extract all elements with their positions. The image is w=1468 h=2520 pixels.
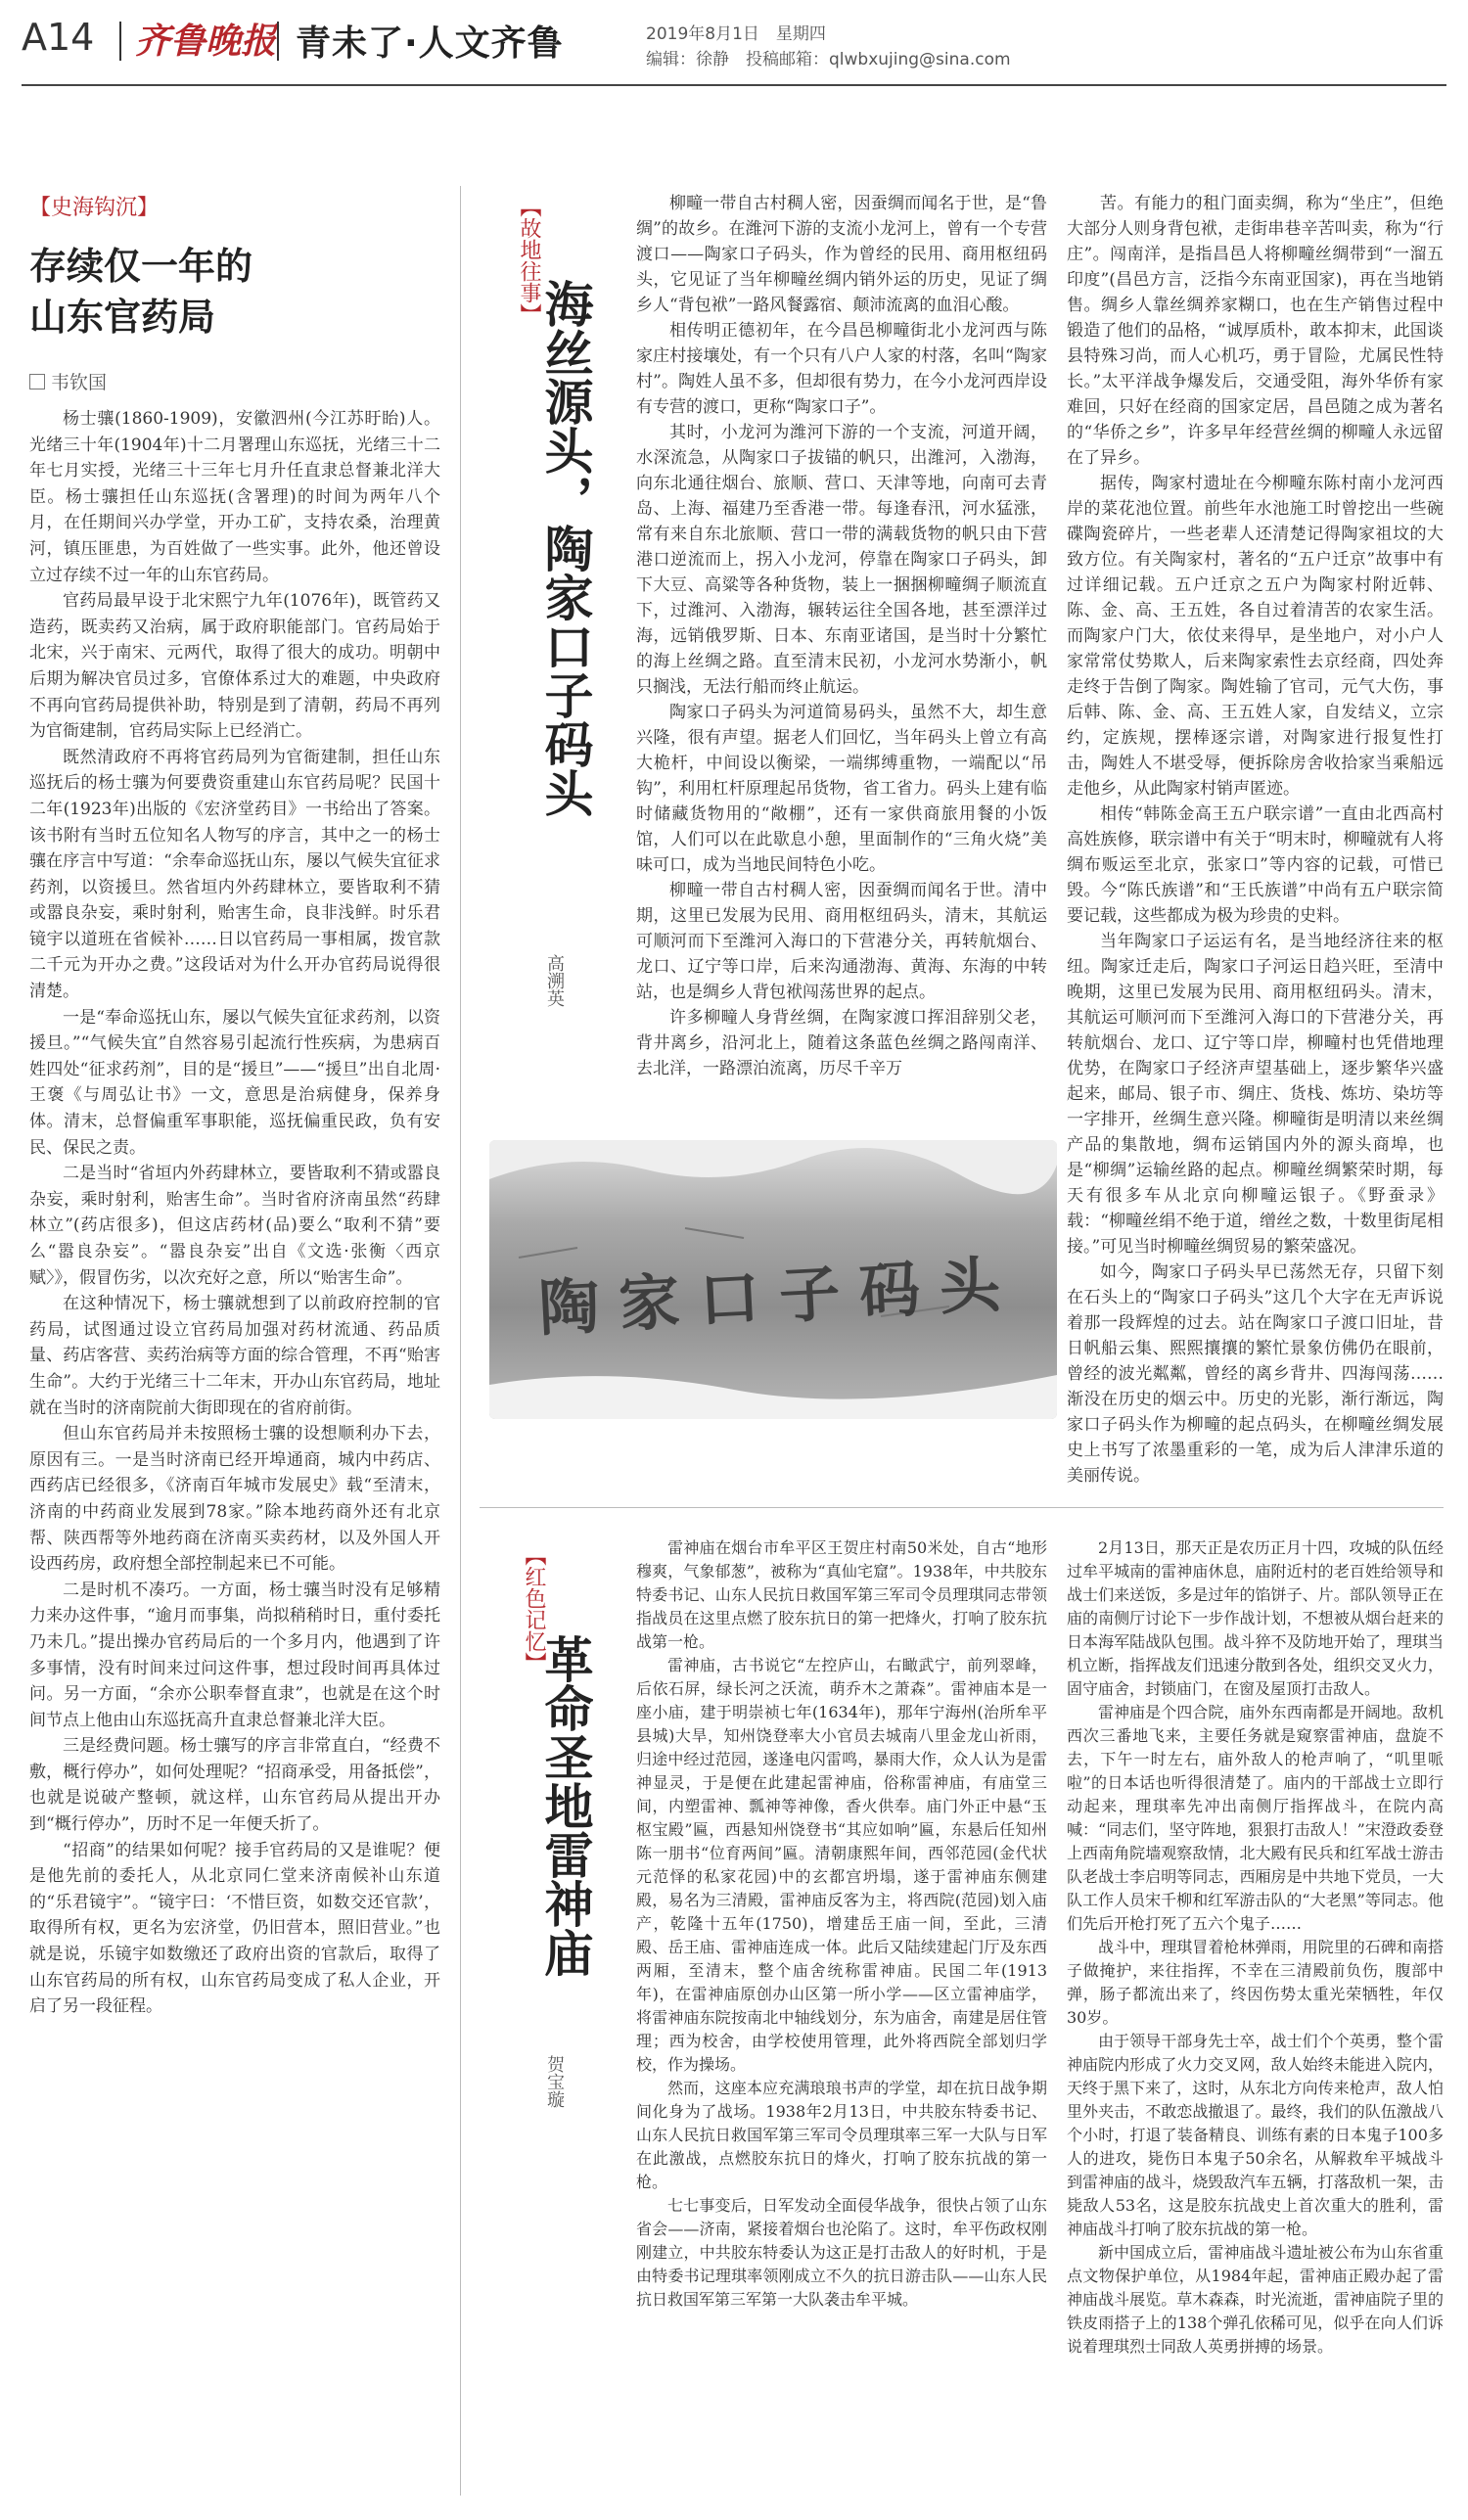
paragraph: 相传明正德初年，在今昌邑柳疃街北小龙河西与陈家庄村接壤处，有一个只有八户人家的村落，名叫“陶家村”。陶姓人虽不多，但却很有势力，在今小龙河西岸设有专营的渡口，更称“陶家口子”。 bbox=[636, 321, 1047, 417]
paragraph: 据传，陶家村遗址在今柳疃东陈村南小龙河西岸的菜花池位置。前些年水池施工时曾挖出一些碗碟陶瓷碎片，一些老辈人还清楚记得陶家祖坟的大致方位。有关陶家村，著名的“五户迁京”故事中有过详细记载。五户迁京之五户为陶家村附近韩、陈、金、高、王五姓，各自过着清苦的农家生活。而陶家户门大，依仗来得早，是坐地户，对小户人家常常仗势欺人，后来陶家索性去京经商，四处奔走终于告倒了陶家。陶姓输了官司，元气大伤，事后韩、陈、金、高、王五姓人家，自发结义，立宗约，定族规，摆棒逐宗谱，对陶家进行报复性打击，陶姓人不堪受辱，便拆除房舍收拾家当乘船远走他乡，从此陶家村销声匿迹。 bbox=[1067, 474, 1444, 799]
photo-inscription: 陶家口子码头 bbox=[536, 1248, 1022, 1345]
article-body-col2 bbox=[1067, 1536, 1444, 2359]
paragraph: “招商”的结果如何呢？接手官药局的又是谁呢？便是他先前的委托人，从北京同仁堂来济南候补山东道的“乐君镜宇”。“镜宇曰：‘不惜巨资，如数交还官款’，取得所有权，更名为宏济堂，仍旧营本，照旧营业。”也就是说，乐镜宇如数缴还了政府出资的官款后，取得了山东官药局的所有权，山东官药局变成了私人企业，开启了另一段征程。 bbox=[29, 1840, 440, 2017]
article-official-pharmacy bbox=[29, 191, 440, 2510]
paragraph: 七七事变后，日军发动全面侵华战争，很快占领了山东省会——济南，紧接着烟台也沦陷了。这时，牟平伤政权刚刚建立，中共胶东特委认为这正是打击敌人的好时机，于是由特委书记理琪率领刚成立不久的抗日游击队——山东人民抗日救国军第三军第一大队袭击牟平城。 bbox=[636, 2196, 1047, 2309]
article-author: 高溯英 bbox=[544, 954, 565, 1007]
paragraph: 陶家口子码头为河道简易码头，虽然不大，却生意兴隆，很有声望。据老人们回忆，当年码头上曾立有高大桅杆，中间设以衡梁，一端绑缚重物，一端配以“吊钩”，利用杠杆原理起吊货物，省工省力。码头上建有临时储藏货物用的“敞棚”，还有一家供商旅用餐的小饭馆，人们可以在此歇息小憩，里面制作的“三角火烧”美味可口，成为当地民间特色小吃。 bbox=[636, 703, 1047, 875]
paragraph: 2月13日，那天正是农历正月十四，攻城的队伍经过牟平城南的雷神庙休息，庙附近村的老百姓给领导和战士们来送饭，多是过年的馅饼子、片。部队领导正在庙的南侧厅讨论下一步作战计划，不想被从烟台赶来的日本海军陆战队包围。战斗猝不及防地开始了，理琪当机立断，指挥战友们迅速分散到各处，组织交叉火力，固守庙舍，封锁庙门，在窗及屋顶打击敌人。 bbox=[1067, 1538, 1444, 1698]
article-body bbox=[29, 406, 440, 2020]
paragraph: 然而，这座本应充满琅琅书声的学堂，却在抗日战争期间化身为了战场。1938年2月13日，中共胶东特委书记、山东人民抗日救国军第三军司令员理琪率三军一大队与日军在此激战，点燃胶东抗日的烽火，打响了胶东抗战的第一枪。 bbox=[636, 2079, 1047, 2191]
article-author: 贺宝璇 bbox=[544, 2055, 565, 2108]
masthead-divider bbox=[277, 22, 279, 61]
paragraph: 二是时机不凑巧。一方面，杨士骧当时没有足够精力来办这件事，“逾月而事集，尚拟稍稍时日，重付委托乃未几。”提出操办官药局后的一个多月内，他遇到了许多事情，没有时间来过问这件事，想过段时间再具体过问。另一方面，“余亦公职奉督直隶”，也就是在这个时间节点上他由山东巡抚高升直隶总督兼北洋大臣。 bbox=[29, 1580, 440, 1730]
editor-line: 编辑：徐静 投稿邮箱：qlwbxujing@sina.com bbox=[646, 50, 1011, 69]
paragraph: 但山东官药局并未按照杨士骧的设想顺利办下去，原因有三。一是当时济南已经开埠通商，城内中药店、西药店已经很多，《济南百年城市发展史》载“至清末，济南的中药商业发展到78家。”除本地药商外还有北京帮、陕西帮等外地药商在济南买卖药材，以及外国人开设西药房，政府想全部控制起来已不可能。 bbox=[29, 1424, 440, 1575]
paper-logo: 齐鲁晚报 bbox=[135, 21, 277, 62]
paragraph: 柳疃一带自古村稠人密，因蚕绸而闻名于世，是“鲁绸”的故乡。在潍河下游的支流小龙河上，曾有一个专营渡口——陶家口子码头，作为曾经的民用、商用枢纽码头，它见证了当年柳疃丝绸内销外运的历史，见证了绸乡人“背包袱”一路风餐露宿、颠沛流离的血泪心酸。 bbox=[636, 194, 1047, 315]
paragraph: 新中国成立后，雷神庙战斗遗址被公布为山东省重点文物保护单位，从1984年起，雷神庙正殿办起了雷神庙战斗展览。草木森森，时光流逝，雷神庙院子里的铁皮雨搭子上的138个弹孔依稀可见，似乎在向人们诉说着理琪烈士同敌人英勇拼搏的场景。 bbox=[1067, 2243, 1444, 2356]
column-divider bbox=[460, 186, 461, 2496]
paragraph: 官药局最早设于北宋熙宁九年(1076年)，既管药又造药，既卖药又治病，属于政府职能部门。官药局始于北宋，兴于南宋、元两代，取得了很大的成功。明朝中后期为解决官员过多，官僚体系过大的难题，中央政府不再向官药局提供补助，特别是到了清朝，药局不再列为官衙建制，官药局实际上已经消亡。 bbox=[29, 591, 440, 742]
paragraph: 杨士骧(1860-1909)，安徽泗州(今江苏盱眙)人。光绪三十年(1904年)十二月署理山东巡抚，光绪三十二年七月实授，光绪三十三年七月升任直隶总督兼北洋大臣。杨士骧担任山东巡抚(含署理)的时间为两年八个月，在任期间兴办学堂，开办工矿，支持农桑，治理黄河，镇压匪患，为百姓做了一些实事。此外，他还曾设立过存续不过一年的山东官药局。 bbox=[29, 409, 440, 585]
paragraph: 战斗中，理琪冒着枪林弹雨，用院里的石碑和南搭子做掩护，来往指挥，不幸在三清殿前负伤，腹部中弹，肠子都流出来了，终因伤势太重光荣牺牲，年仅30岁。 bbox=[1067, 1938, 1444, 2027]
masthead-rule bbox=[22, 84, 1446, 86]
paragraph: 如今，陶家口子码头早已荡然无存，只留下刻在石头上的“陶家口子码头”这几个大字在无声诉说着那一段辉煌的过去。站在陶家口子渡口旧址，昔日帆船云集、熙熙攘攘的繁忙景象仿佛仍在眼前，曾经的波光粼粼，曾经的离乡背井、四海闯荡……渐没在历史的烟云中。历史的光影，渐行渐远，陶家口子码头作为柳疃的起点码头，在柳疃丝绸发展史上书写了浓墨重彩的一笔，成为后人津津乐道的美丽传说。 bbox=[1067, 1262, 1444, 1486]
article-headline: 革命圣地雷神庙 bbox=[536, 1634, 594, 1977]
section-divider bbox=[480, 1507, 1444, 1508]
paragraph: 其时，小龙河为潍河下游的一个支流，河道开阔，水深流急，从陶家口子拔锚的帆只，出潍河，入渤海，向东北通往烟台、旅顺、营口、天津等地，向南可去青岛、上海、福建乃至香港一带。每逢春汛，河水猛涨，常有来自东北旅顺、营口一带的满载货物的帆只由下营港口逆流而上，拐入小龙河，停靠在陶家口子码头，卸下大豆、高粱等各种货物，装上一捆捆柳疃绸子顺流直下，过潍河、入渤海，辗转运往全国各地，甚至漂洋过海，远销俄罗斯、日本、东南亚诸国，是当时十分繁忙的海上丝绸之路。直至清末民初，小龙河水势渐小，帆只搁浅，无法行船而终止航运。 bbox=[636, 423, 1047, 697]
masthead bbox=[0, 0, 1468, 76]
paragraph: 由于领导干部身先士卒，战士们个个英勇，整个雷神庙院内形成了火力交叉网，敌人始终未能进入院内，天终于黑下来了，这时，从东北方向传来枪声，敌人怕里外夹击，不敢恋战撤退了。最终，我们的队伍激战八个小时，打退了装备精良、训练有素的日本鬼子100多人的进攻，毙伤日本鬼子50余名，从解救牟平城战斗到雷神庙的战斗，烧毁敌汽车五辆，打落敌机一架，击毙敌人53名，这是胶东抗战史上首次重大的胜利，雷神庙战斗打响了胶东抗战的第一枪。 bbox=[1067, 2032, 1444, 2238]
date-line: 2019年8月1日 星期四 bbox=[646, 24, 826, 44]
paragraph: 雷神庙是个四合院，庙外东西南都是开阔地。敌机西次三番地飞来，主要任务就是窥察雷神庙，盘旋不去，下午一时左右，庙外敌人的枪声响了，“叽里哌啦”的日本话也听得很清楚了。庙内的干部战士立即行动起来，理琪率先冲出南侧厅指挥战斗，在院内高喊：“同志们，坚守阵地，狠狠打击敌人！”宋澄政委登上西南角院墙观察敌情，北大殿有民兵和红军战士游击队老战士李启明等同志，西厢房是中共地下党员，一大队工作人员宋千柳和红军游击队的“大老黑”等同志。他们先后开枪打死了五六个鬼子…… bbox=[1067, 1703, 1444, 1933]
headline-line: 山东官药局 bbox=[29, 296, 216, 339]
paragraph: 相传“韩陈金高王五户联宗谱”一直由北西高村高姓族修，联宗谱中有关于“明末时，柳疃就有人将绸布贩运至北京，张家口”等内容的记载，可惜已毁。今“陈氏族谱”和“王氏族谱”中尚有五户联宗简要记载，这些都成为极为珍贵的史料。 bbox=[1067, 804, 1444, 926]
paragraph: 二是当时“省垣内外药肆林立，要皆取利不猜或嚣良杂妄，乘时射利，贻害生命”。当时省府济南虽然“药肆林立”(药店很多)，但这店药材(品)要么“取利不猜”要么“嚣良杂妄”。“嚣良杂妄”出自《文选·张衡〈西京赋〉》，假冒伤劣，以次充好之意，所以“贻害生命”。 bbox=[29, 1164, 440, 1288]
paragraph: 雷神庙，古书说它“左控庐山，右瞰武宁，前列翠峰，后依石屏，绿长河之沃流，萌乔木之萧森”。雷神庙本是一座小庙，建于明崇祯七年(1634年)，那年宁海州(治所牟平县城)大旱，知州饶登率大小官员去城南八里金龙山祈雨，归途中经过范园，遂逢电闪雷鸣，暴雨大作，众人认为是雷神显灵，于是便在此建起雷神庙，俗称雷神庙，有庙堂三间，内塑雷神、瓢神等神像，香火供奉。庙门外正中悬“玉枢宝殿”匾，西悬知州饶登书“其应如响”匾，东悬后任知州陈一朋书“位育两间”匾。清朝康熙年间，西邻范园(金代状元范怿的私家花园)中的玄都宫坍塌，遂于雷神庙东侧建殿，易名为三清殿，雷神庙反客为主，将西院(范园)划入庙产，乾隆十五年(1750)，增建岳王庙一间，至此，三清殿、岳王庙、雷神庙连成一体。此后又陆续建起门厅及东西两厢，至清末，整个庙舍统称雷神庙。民国二年(1913年)，在雷神庙原创办山区第一所小学——区立雷神庙学，将雷神庙东院按南北中轴线划分，东为庙舍，南建是居住管理；西为校舍，由学校使用管理，此外将西院全部划归学校，作为操场。 bbox=[636, 1656, 1047, 2074]
article-body-col1 bbox=[636, 1536, 1047, 2312]
headline-line: 存续仅一年的 bbox=[29, 245, 253, 288]
paragraph: 三是经费问题。杨士骧写的序言非常直白，“经费不敷，概行停办”，如何处理呢？“招商承受，用备抵偿”，也就是说破产整顿，就这样，山东官药局从提出开办到“概行停办”，历时不足一年便夭折了。 bbox=[29, 1736, 440, 1835]
paragraph: 当年陶家口子运运有名，是当地经济往来的枢纽。陶家迁走后，陶家口子河运日趋兴旺，至清中晚期，这里已发展为民用、商用枢纽码头。清末，其航运可顺河而下至潍河入海口的下营港分关，再转航烟台、龙口、辽宁等口岸，柳疃村也凭借地理优势，在陶家口子经济声望基础上，逐步繁华兴盛起来，邮局、银子市、绸庄、货栈、炼坊、染坊等一字排开，丝绸生意兴隆。柳疃街是明清以来丝绸产品的集散地，绸布运销国内外的源头商埠，也是“柳绸”运输丝路的起点。柳疃丝绸繁荣时期，每天有很多车从北京向柳疃运银子。《野蚕录》载：“柳疃丝绢不绝于道，缯丝之数，十数里街尾相接。”可见当时柳疃丝绸贸易的繁荣盛况。 bbox=[1067, 932, 1444, 1257]
article-body-col1 bbox=[636, 191, 1047, 1081]
paragraph: 雷神庙在烟台市牟平区王贺庄村南50米处，自古“地形穆爽，气象郁葱”，被称为“真仙宅窟”。1938年，中共胶东特委书记、山东人民抗日救国军第三军司令员理琪同志带领指战员在这里点燃了胶东抗日的第一把烽火，打响了胶东抗战第一枪。 bbox=[636, 1538, 1047, 1651]
paragraph: 在这种情况下，杨士骧就想到了以前政府控制的官药局，试图通过设立官药局加强对药材流通、药品质量、药店客营、卖药治病等方面的综合管理，不再“贻害生命”。大约于光绪三十二年末，开办山东官药局，地址就在当时的济南院前大街即现在的省府前街。 bbox=[29, 1294, 440, 1418]
masthead-divider bbox=[119, 22, 121, 61]
article-body-col2 bbox=[1067, 191, 1444, 1489]
paragraph: 许多柳疃人身背丝绸，在陶家渡口挥泪辞别父老，背井离乡，沿河北上，随着这条蓝色丝绸之路闯南洋、去北洋，一路漂泊流离，历尽千辛万 bbox=[636, 1008, 1047, 1078]
paragraph: 既然清政府不再将官药局列为官衙建制，担任山东巡抚后的杨士骧为何要费资重建山东官药局呢？民国十二年(1923年)出版的《宏济堂药目》一书给出了答案。该书附有当时五位知名人物写的序言，其中之一的杨士骧在序言中写道：“余奉命巡抚山东，屡以气候失宜征求药剂，以资援旦。然省垣内外药肆林立，要皆取利不猜或嚣良杂妄，乘时射利，贻害生命，良非浅鲜。时乐君镜宇以道班在省候补……日以官药局一事相属，拨官款二千元为开办之费。”这段话对为什么开办官药局说得很清楚。 bbox=[29, 747, 440, 1002]
page-number: A14 bbox=[22, 16, 95, 59]
article-headline bbox=[29, 241, 440, 343]
stone-inscription-photo bbox=[489, 1140, 1057, 1419]
article-headline: 海丝源头，陶家口子码头 bbox=[536, 279, 594, 817]
paragraph: 苦。有能力的租门面卖绸，称为“坐庄”，但绝大部分人则身背包袱，走街串巷辛苦叫卖，称为“行庄”。闯南洋，是指昌邑人将柳疃丝绸带到“一溜五印度”(昌邑方言，泛指今东南亚国家)，再在当地销售。绸乡人靠丝绸养家糊口，也在生产销售过程中锻造了他们的品格，“诚厚质朴，敢本抑末，此国谈县特殊习尚，而人心机巧，勇于冒险，尤属民性特长。”太平洋战争爆发后，交通受阻，海外华侨有家难回，只好在经商的国家定居，昌邑随之成为著名的“华侨之乡”，许多早年经营丝绸的柳疃人永远留在了异乡。 bbox=[1067, 194, 1444, 468]
article-tag: 【史海钩沉】 bbox=[29, 196, 160, 220]
article-author: 韦钦国 bbox=[29, 368, 440, 394]
article-tag: 【红色记忆】 bbox=[522, 1544, 546, 1673]
paragraph: 柳疃一带自古村稠人密，因蚕绸而闻名于世。清中期，这里已发展为民用、商用枢纽码头，清末，其航运可顺河而下至潍河入海口的下营港分关，再转航烟台、龙口、辽宁等口岸，后来沟通渤海、黄海、东海的中转站，也是绸乡人背包袱闯荡世界的起点。 bbox=[636, 881, 1047, 1002]
paragraph: 一是“奉命巡抚山东，屡以气候失宜征求药剂，以资援旦。”“气候失宜”自然容易引起流行性疾病，为患病百姓四处“征求药剂”，目的是“援旦”——“援旦”出自北周·王褒《与周弘让书》一文，意思是治病健身，保养身体。清末，总督偏重军事职能，巡抚偏重民政，负有安民、保民之责。 bbox=[29, 1007, 440, 1158]
article-tag: 【故地往事】 bbox=[517, 196, 541, 325]
section-title: 青未了·人文齐鲁 bbox=[296, 23, 564, 64]
